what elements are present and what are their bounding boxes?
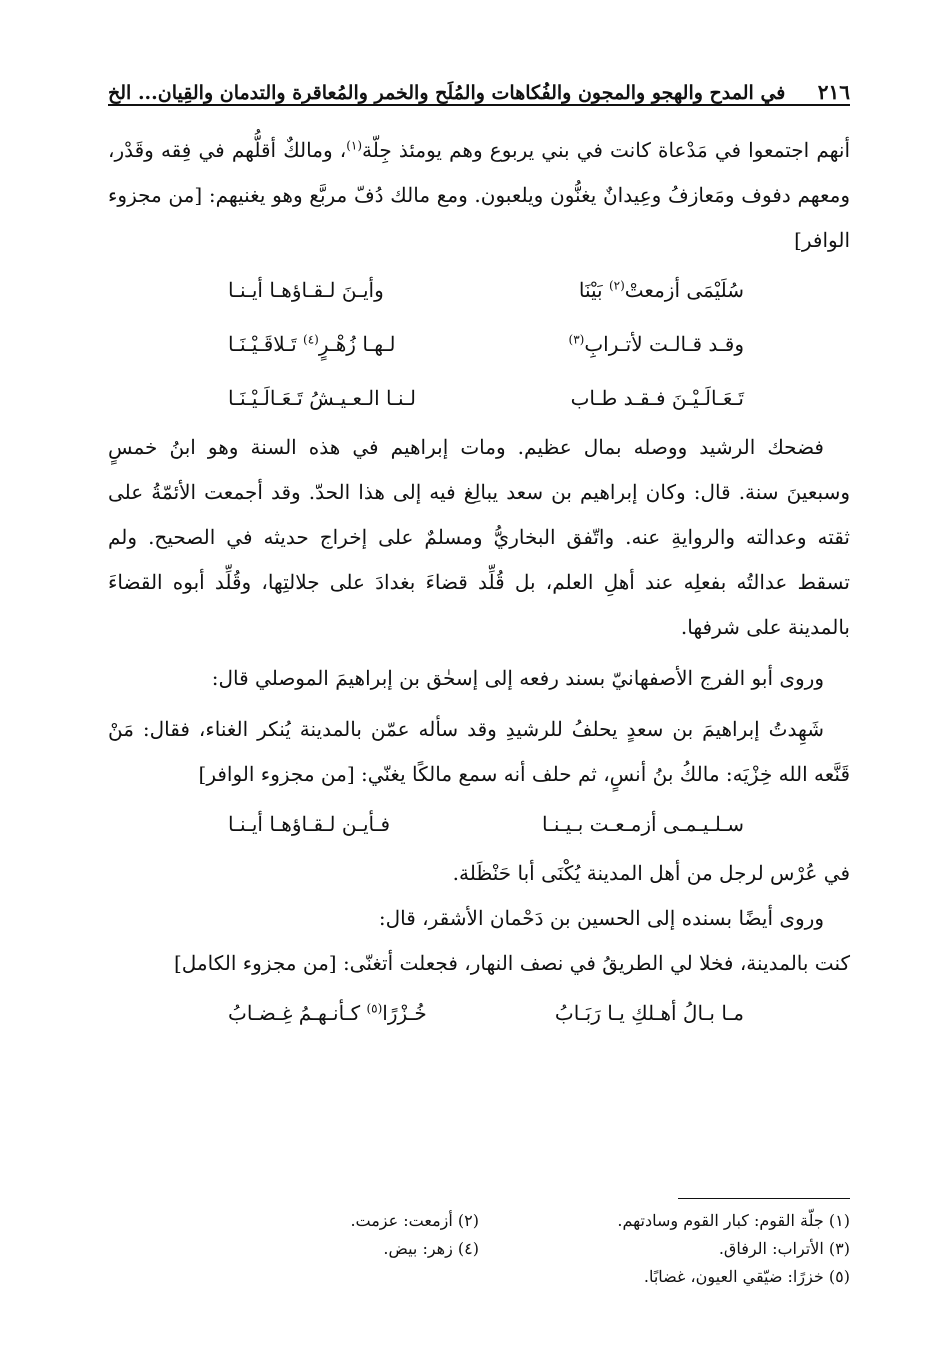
hemistich-left: لـنـا الـعـيـشُ تَـعَـالَـيْـنَـا bbox=[228, 386, 416, 410]
poem-2 bbox=[108, 797, 850, 851]
verse-line bbox=[108, 317, 850, 371]
paragraph-2: فضحك الرشيد ووصله بمال عظيم. ومات إبراهيم في هذه السنة وهو ابنُ خمسٍ وسبعينَ سنة. قال: وكان إبراهيم بن سعد يبالِغ فيه إلى هذا الحدّ. وقد أجمعت الأئمّةُ على ثقته وعدالته والروايةِ عنه. واتّفق البخاريُّ ومسلمٌ على إخراج حديثه في الصحيح. ولم تسقط عدالتُه بفعلِه عند أهلِ العلم، بل قُلِّد قضاءَ بغدادَ على جلالتِها، وقُلِّد أبوه القضاءَ بالمدينة على شرفها. bbox=[108, 435, 850, 639]
verse-line bbox=[108, 986, 850, 1040]
poem-3 bbox=[108, 986, 850, 1040]
hemistich-right: مـا بـالُ أهـلكِ يـا رَبَـابُ bbox=[554, 1001, 744, 1025]
running-title: في المدح والهجو والمجون والفُكاهات والمُلَح والخمر والمُعاقرة والتدمان والقِيان... الخ bbox=[108, 82, 786, 104]
footnote-4: (٤) زهر: بيض. bbox=[383, 1239, 479, 1258]
verse-line bbox=[108, 371, 850, 425]
paragraph-4: شَهِدتُ إبراهيمَ بن سعدٍ يحلفُ للرشيدِ وقد سأله عمّن بالمدينة يُنكر الغناء، فقال: مَنْ قَنَّعه الله خِزْيَه: مالكُ بنُ أنسٍ، ثم حلف أنه سمع مالكًا يغنّي: [من مجزوء الوافر] bbox=[108, 717, 850, 786]
paragraph-7: كنت بالمدينة، فخلا لي الطريقُ في نصف النهار، فجعلت أتغنّى: [من مجزوء الكامل] bbox=[173, 951, 850, 975]
hemistich-right: سُلَيْمَى أزمعتْ$^{(٢)}$ بَيْنَا bbox=[578, 278, 744, 302]
running-header bbox=[108, 70, 850, 106]
footnote-divider bbox=[678, 1198, 850, 1199]
paragraph-6: وروى أيضًا بسنده إلى الحسين بن دَحْمان الأشقر، قال: bbox=[378, 906, 824, 930]
footnote-ref-2: (٢) bbox=[608, 278, 625, 293]
page-number: ٢١٦ bbox=[817, 80, 850, 104]
paragraph-3: وروى أبو الفرج الأصفهانيّ بسند رفعه إلى إسحٰق بن إبراهيمَ الموصلي قال: bbox=[211, 666, 824, 690]
hemistich-left: فـأيـن لـقـاؤهـا أيـنـا bbox=[228, 812, 391, 836]
footnote-1: (١) جلّة القوم: كبار القوم وسادتهم. bbox=[617, 1211, 850, 1230]
hemistich-left: وأيـنَ لـقـاؤهـا أيـنـا bbox=[228, 278, 384, 302]
poem-1 bbox=[108, 263, 850, 425]
hemistich-right: سـلـيـمـى أزمـعـت بـيـنـا bbox=[541, 812, 744, 836]
hemistich-left: خُـزْرًا$^{(٥)}$ كـأنـهـمُ غِـضـابُ bbox=[228, 1001, 427, 1025]
paragraph-1-rest: ، ومالكٌ أقلُّهم في فِقه وقَدْر، ومعهم دفوف ومَعازفُ وعِيدانٌ يغنُّون ويلعبون. ومع مالك دُفّ مربَّع وهو يغنيهم: [من مجزوء الوافر] bbox=[108, 138, 850, 252]
hemistich-right: تَـعَـالَـيْـنَ فـقـد طـاب bbox=[570, 386, 744, 410]
footnote-ref-1: (١) bbox=[346, 138, 363, 153]
paragraph-5: في عُرْس لرجل من أهل المدينة يُكْنَى أبا حَنْظَلة. bbox=[452, 861, 850, 885]
paragraph-1-text: أنهم اجتمعوا في مَدْعاة كانت في بني يربوع وهم يومئذ جِلّة bbox=[362, 138, 850, 162]
footnote-ref-5: (٥) bbox=[366, 1001, 383, 1016]
verse-line bbox=[108, 263, 850, 317]
footnotes bbox=[108, 1198, 850, 1291]
main-text bbox=[108, 128, 850, 1040]
hemistich-left: لـهـا زُهْـرٍ$^{(٤)}$ تَـلاقَـيْـنَـا bbox=[228, 332, 396, 356]
paragraph-1 bbox=[108, 128, 850, 263]
footnote-2: (٢) أزمعت: عزمت. bbox=[350, 1211, 479, 1230]
verse-line bbox=[108, 797, 850, 851]
footnote-ref-3: (٣) bbox=[568, 332, 585, 347]
hemistich-right: وقـد قـالـت لأتـرابِ$^{(٣)}$ bbox=[568, 332, 744, 356]
footnote-ref-4: (٤) bbox=[303, 332, 319, 347]
footnote-3: (٣) الأتراب: الرفاق. bbox=[718, 1239, 850, 1258]
footnote-5: (٥) خزرًا: ضيّقي العيون، غضابًا. bbox=[643, 1267, 850, 1286]
